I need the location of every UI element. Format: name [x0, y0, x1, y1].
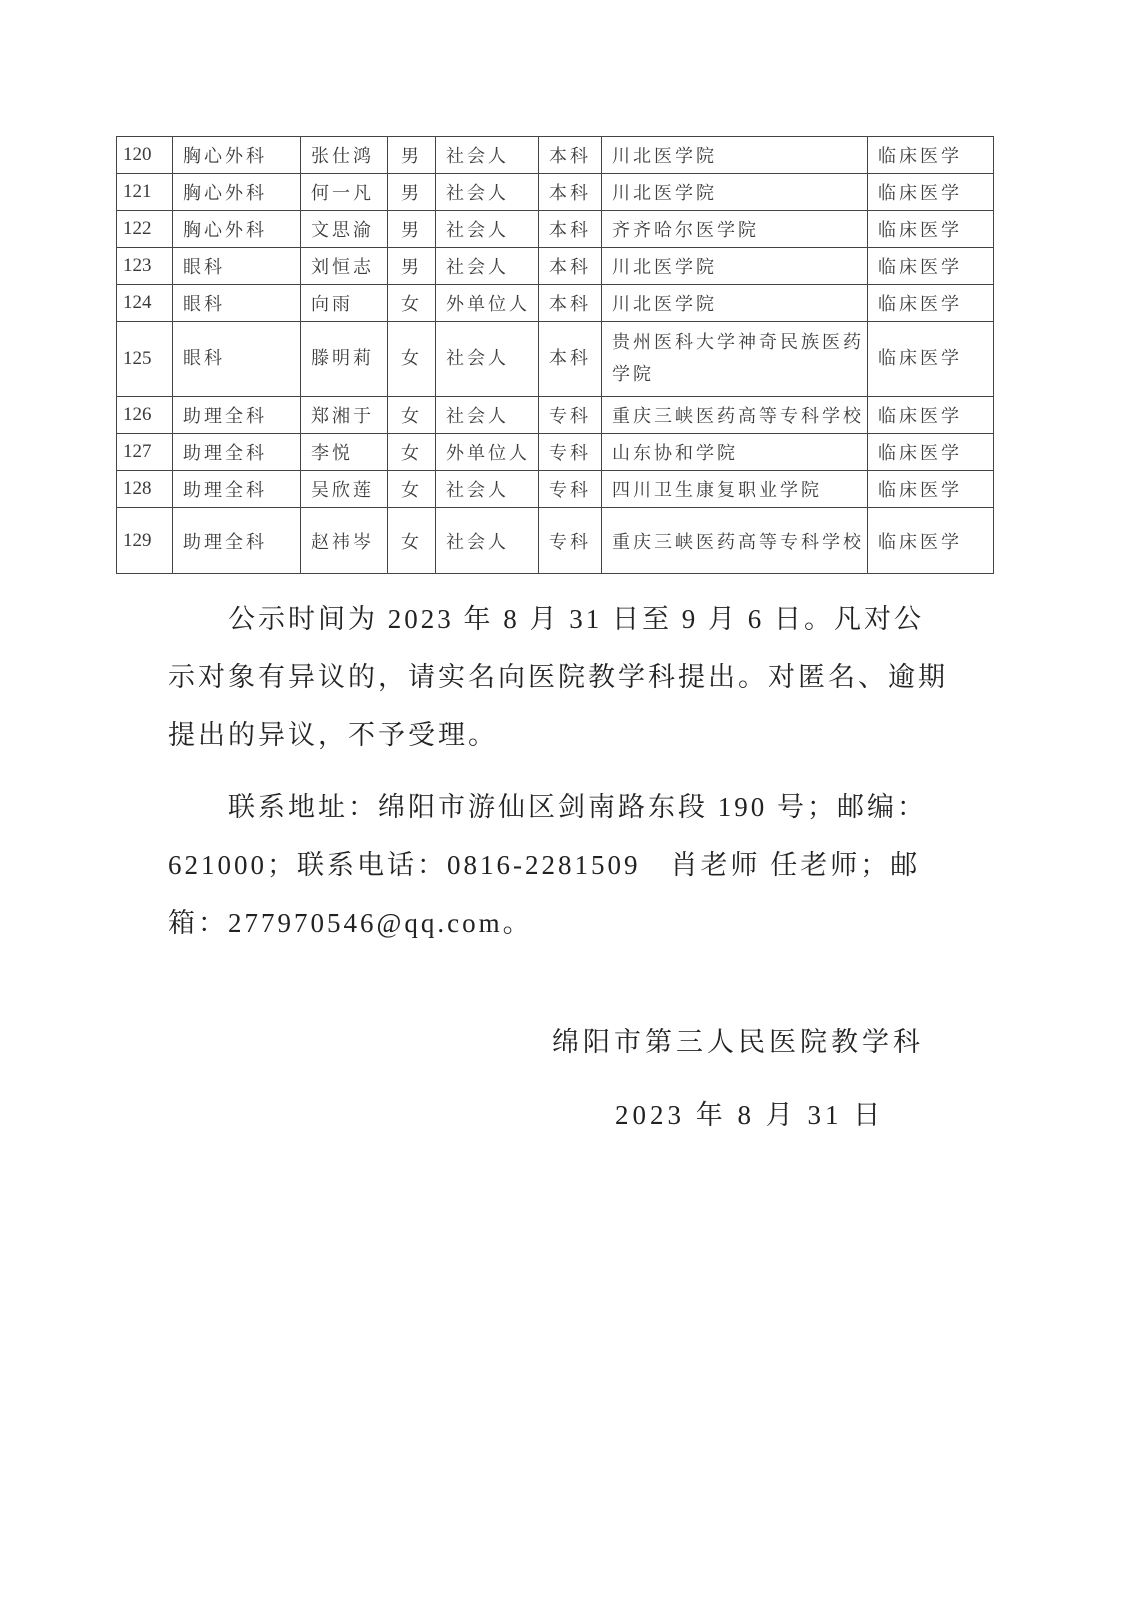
cell-major: 临床医学	[868, 322, 994, 397]
cell-name: 刘恒志	[301, 248, 388, 285]
cell-major: 临床医学	[868, 248, 994, 285]
cell-major: 临床医学	[868, 434, 994, 471]
notice-contact-text: 联系地址：绵阳市游仙区剑南路东段 190 号；邮编：621000；联系电话：0816-2281509 肖老师 任老师；邮箱：277970546@qq.com。	[168, 792, 927, 938]
cell-no: 127	[117, 434, 173, 471]
cell-name: 文思渝	[301, 211, 388, 248]
cell-no: 124	[117, 285, 173, 322]
cell-gender: 女	[388, 397, 436, 434]
table-row	[117, 137, 994, 174]
roster-table	[116, 136, 994, 574]
cell-gender: 男	[388, 137, 436, 174]
cell-gender: 女	[388, 285, 436, 322]
table-row	[117, 211, 994, 248]
cell-gender: 男	[388, 248, 436, 285]
cell-dept: 胸心外科	[173, 211, 301, 248]
cell-school: 川北医学院	[602, 285, 868, 322]
cell-identity: 社会人	[436, 174, 539, 211]
cell-school: 川北医学院	[602, 137, 868, 174]
cell-gender: 男	[388, 211, 436, 248]
cell-no: 123	[117, 248, 173, 285]
cell-dept: 胸心外科	[173, 174, 301, 211]
cell-degree: 本科	[539, 137, 602, 174]
cell-gender: 女	[388, 434, 436, 471]
cell-gender: 女	[388, 471, 436, 508]
signature-org: 绵阳市第三人民医院教学科	[552, 1027, 924, 1057]
cell-no: 121	[117, 174, 173, 211]
cell-major: 临床医学	[868, 137, 994, 174]
cell-degree: 专科	[539, 471, 602, 508]
cell-school: 川北医学院	[602, 248, 868, 285]
cell-degree: 专科	[539, 508, 602, 574]
cell-no: 129	[117, 508, 173, 574]
cell-name: 赵祎岑	[301, 508, 388, 574]
cell-dept: 眼科	[173, 248, 301, 285]
signature-date: 2023 年 8 月 31 日	[615, 1100, 885, 1130]
cell-degree: 本科	[539, 211, 602, 248]
cell-no: 122	[117, 211, 173, 248]
table-row	[117, 471, 994, 508]
cell-major: 临床医学	[868, 285, 994, 322]
cell-major: 临床医学	[868, 174, 994, 211]
cell-degree: 本科	[539, 285, 602, 322]
table-row	[117, 322, 994, 397]
cell-major: 临床医学	[868, 211, 994, 248]
cell-name: 向雨	[301, 285, 388, 322]
cell-no: 128	[117, 471, 173, 508]
cell-major: 临床医学	[868, 508, 994, 574]
cell-identity: 社会人	[436, 508, 539, 574]
cell-identity: 社会人	[436, 211, 539, 248]
cell-degree: 本科	[539, 322, 602, 397]
notice-period-text: 公示时间为 2023 年 8 月 31 日至 9 月 6 日。凡对公示对象有异议的，请实名向医院教学科提出。对匿名、逾期提出的异议，不予受理。	[168, 604, 948, 750]
cell-identity: 社会人	[436, 248, 539, 285]
table-row	[117, 434, 994, 471]
cell-degree: 本科	[539, 248, 602, 285]
table-row	[117, 248, 994, 285]
cell-no: 126	[117, 397, 173, 434]
cell-gender: 女	[388, 322, 436, 397]
cell-major: 临床医学	[868, 471, 994, 508]
cell-school: 齐齐哈尔医学院	[602, 211, 868, 248]
cell-gender: 女	[388, 508, 436, 574]
table-row	[117, 508, 994, 574]
cell-school: 四川卫生康复职业学院	[602, 471, 868, 508]
cell-no: 120	[117, 137, 173, 174]
cell-dept: 助理全科	[173, 434, 301, 471]
cell-name: 郑湘于	[301, 397, 388, 434]
cell-school: 贵州医科大学神奇民族医药学院	[602, 322, 868, 397]
cell-major: 临床医学	[868, 397, 994, 434]
table-row	[117, 397, 994, 434]
cell-name: 李悦	[301, 434, 388, 471]
cell-identity: 社会人	[436, 397, 539, 434]
cell-degree: 专科	[539, 397, 602, 434]
cell-dept: 助理全科	[173, 397, 301, 434]
cell-degree: 专科	[539, 434, 602, 471]
cell-identity: 社会人	[436, 471, 539, 508]
cell-identity: 外单位人	[436, 434, 539, 471]
cell-school: 重庆三峡医药高等专科学校	[602, 397, 868, 434]
cell-name: 张仕鸿	[301, 137, 388, 174]
cell-school: 重庆三峡医药高等专科学校	[602, 508, 868, 574]
cell-degree: 本科	[539, 174, 602, 211]
cell-identity: 社会人	[436, 322, 539, 397]
cell-identity: 外单位人	[436, 285, 539, 322]
cell-dept: 眼科	[173, 322, 301, 397]
cell-dept: 眼科	[173, 285, 301, 322]
cell-identity: 社会人	[436, 137, 539, 174]
cell-school: 川北医学院	[602, 174, 868, 211]
cell-name: 滕明莉	[301, 322, 388, 397]
cell-no: 125	[117, 322, 173, 397]
cell-name: 何一凡	[301, 174, 388, 211]
cell-school: 山东协和学院	[602, 434, 868, 471]
cell-dept: 胸心外科	[173, 137, 301, 174]
table-row	[117, 174, 994, 211]
cell-gender: 男	[388, 174, 436, 211]
table-row	[117, 285, 994, 322]
notice-period	[168, 590, 948, 764]
cell-dept: 助理全科	[173, 508, 301, 574]
notice-contact	[168, 778, 948, 952]
cell-dept: 助理全科	[173, 471, 301, 508]
cell-name: 吴欣莲	[301, 471, 388, 508]
